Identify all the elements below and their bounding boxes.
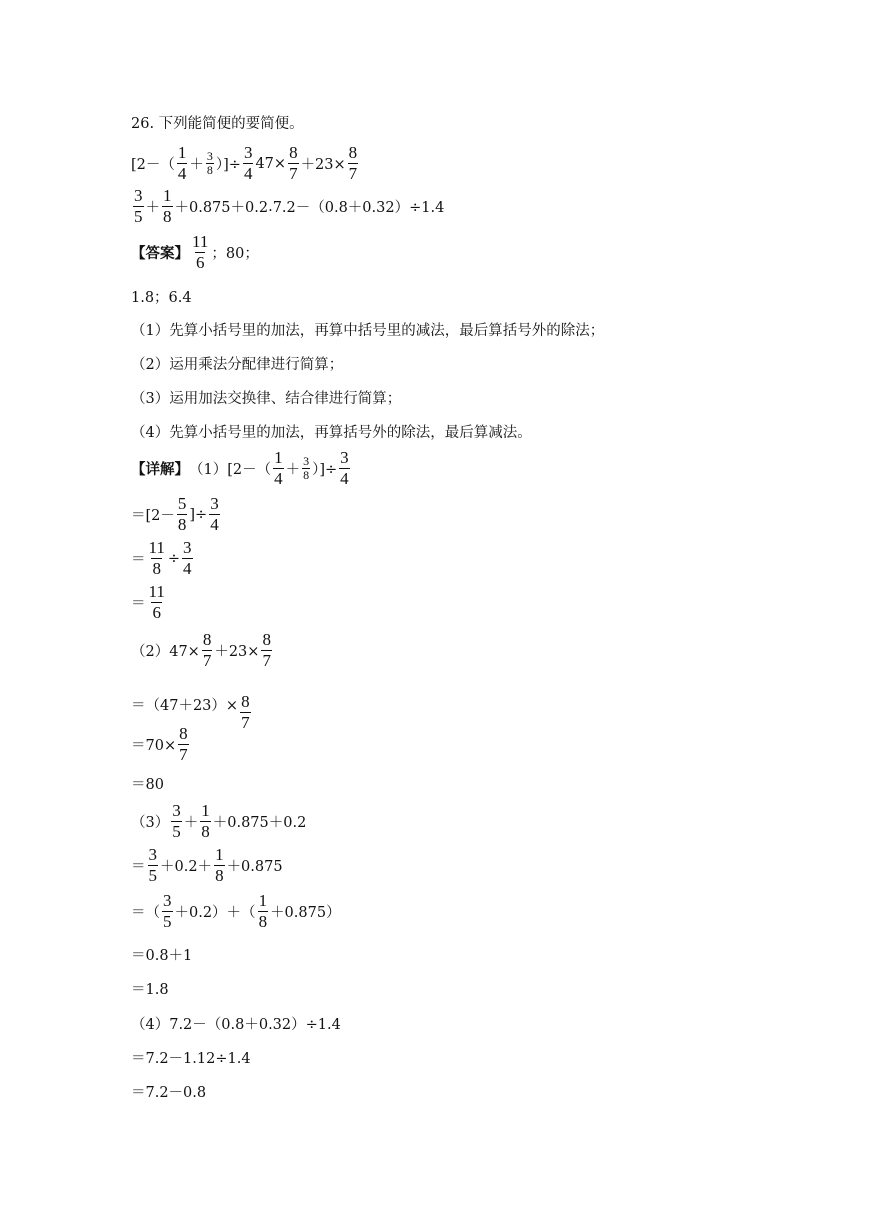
fraction: $\frac{1}{8}$: [215, 845, 224, 885]
detail-label: 【详解】: [131, 461, 189, 478]
fraction: $\frac{3}{4}$: [340, 448, 349, 488]
fraction: $\frac{1}{8}$: [163, 186, 172, 226]
expr-text: 7.2－（0.8＋0.32）÷1.4: [272, 200, 445, 216]
fraction: $\frac{3}{5}$: [172, 801, 181, 841]
fraction: $\frac{1}{4}$: [274, 448, 283, 488]
detail-step2: （2）47× $\frac{8}{7}$ ＋23× $\frac{8}{7}$: [131, 630, 271, 670]
answer-line2: [131, 286, 192, 307]
detail-step3: （3） $\frac{3}{5}$ ＋ $\frac{1}{8}$ ＋0.875＋0.2: [131, 801, 307, 841]
hint-1: （1）先算小括号里的加法，再算中括号里的减法，最后算括号外的除法；: [131, 323, 605, 339]
detail-step3a: ＝ $\frac{3}{5}$ ＋0.2＋ $\frac{1}{8}$ ＋0.875: [131, 845, 283, 885]
fraction: $\frac{3}{4}$: [243, 143, 253, 183]
fraction: $\frac{1}{4}$: [177, 143, 187, 183]
detail-step3d: ＝1.8: [131, 982, 169, 998]
question-expression-line1: [131, 143, 360, 184]
fraction: $\frac{5}{8}$: [177, 494, 187, 534]
fraction: $\frac{8}{7}$: [289, 143, 298, 183]
answer-text: 1.8；6.4: [131, 290, 192, 306]
detail-step2a: ＝（47＋23）× $\frac{8}{7}$: [131, 692, 250, 732]
detail-step3b: ＝（ $\frac{3}{5}$ ＋0.2）＋（ $\frac{1}{8}$ ＋0.875）: [131, 891, 341, 931]
expr-text: ＋0.875＋0.2: [174, 200, 269, 216]
detail-step2b: ＝70× $\frac{8}{7}$: [131, 724, 188, 764]
fraction: $\frac{11}{6}$: [148, 582, 165, 622]
detail-step3c: ＝0.8＋1: [131, 948, 193, 964]
question-title: [131, 112, 304, 133]
question-title-text: 26. 下列能简便的要简便。: [131, 116, 304, 132]
detail-step1a: ＝[2－ $\frac{5}{8}$ ]÷ $\frac{3}{4}$: [131, 494, 219, 534]
answer-line: [131, 232, 259, 273]
fraction: $\frac{3}{4}$: [183, 538, 192, 578]
fraction: $\frac{3}{4}$: [210, 494, 219, 534]
fraction: $\frac{8}{7}$: [202, 630, 212, 670]
fraction: $\frac{8}{7}$: [262, 630, 271, 670]
expr-text: ＋: [189, 157, 204, 173]
fraction: $\frac{1}{8}$: [258, 891, 268, 931]
hint-3: （3）运用加法交换律、结合律进行简算；: [131, 391, 402, 407]
detail-step4a: ＝7.2－1.12÷1.4: [131, 1051, 251, 1067]
fraction: $\frac{3}{5}$: [163, 891, 172, 931]
hint-4: （4）先算小括号里的加法，再算括号外的除法，最后算减法。: [131, 425, 532, 441]
fraction: $\frac{11}{8}$: [148, 538, 165, 578]
detail-step1c: ＝ $\frac{11}{6}$: [131, 582, 165, 622]
detail-step4: （4）7.2－（0.8＋0.32）÷1.4: [131, 1017, 341, 1033]
expr-text: ＋23×: [300, 157, 346, 173]
detail-step1: 【详解】 （1）[2－（ $\frac{1}{4}$ ＋ $\frac{3}{8}$ ）]÷ $\frac{3}{4}$: [131, 448, 349, 488]
fraction: $\frac{3}{5}$: [148, 845, 157, 885]
hint-2: （2）运用乘法分配律进行简算；: [131, 357, 344, 373]
expr-text: ＋: [145, 200, 160, 216]
fraction: $\frac{8}{7}$: [179, 724, 188, 764]
answer-label: 【答案】: [131, 245, 189, 262]
fraction: $\frac{1}{8}$: [201, 801, 210, 841]
fraction: $\frac{8}{7}$: [348, 143, 358, 183]
fraction: $\frac{3}{5}$: [134, 186, 143, 226]
fraction: $\frac{11}{6}$: [192, 232, 209, 272]
expr-text: 47×: [255, 155, 287, 172]
question-expression-line2: $\frac{3}{5}$ ＋ $\frac{1}{8}$ ＋0.875＋0.2 . 7.2－（0.8＋0.32）÷1.4: [134, 186, 445, 226]
expr-text: ）]÷: [215, 157, 241, 173]
expr-text: [2－（: [131, 157, 175, 173]
fraction: $\frac{8}{7}$: [241, 692, 250, 732]
answer-rest: ；80；: [211, 246, 259, 262]
detail-step4b: ＝7.2－0.8: [131, 1085, 207, 1101]
fraction: $\frac{3}{8}$: [206, 149, 213, 177]
detail-step2c: ＝80: [131, 777, 164, 793]
detail-step1b: ＝ $\frac{11}{8}$ ÷ $\frac{3}{4}$: [131, 538, 192, 578]
fraction: $\frac{3}{8}$: [303, 454, 310, 482]
